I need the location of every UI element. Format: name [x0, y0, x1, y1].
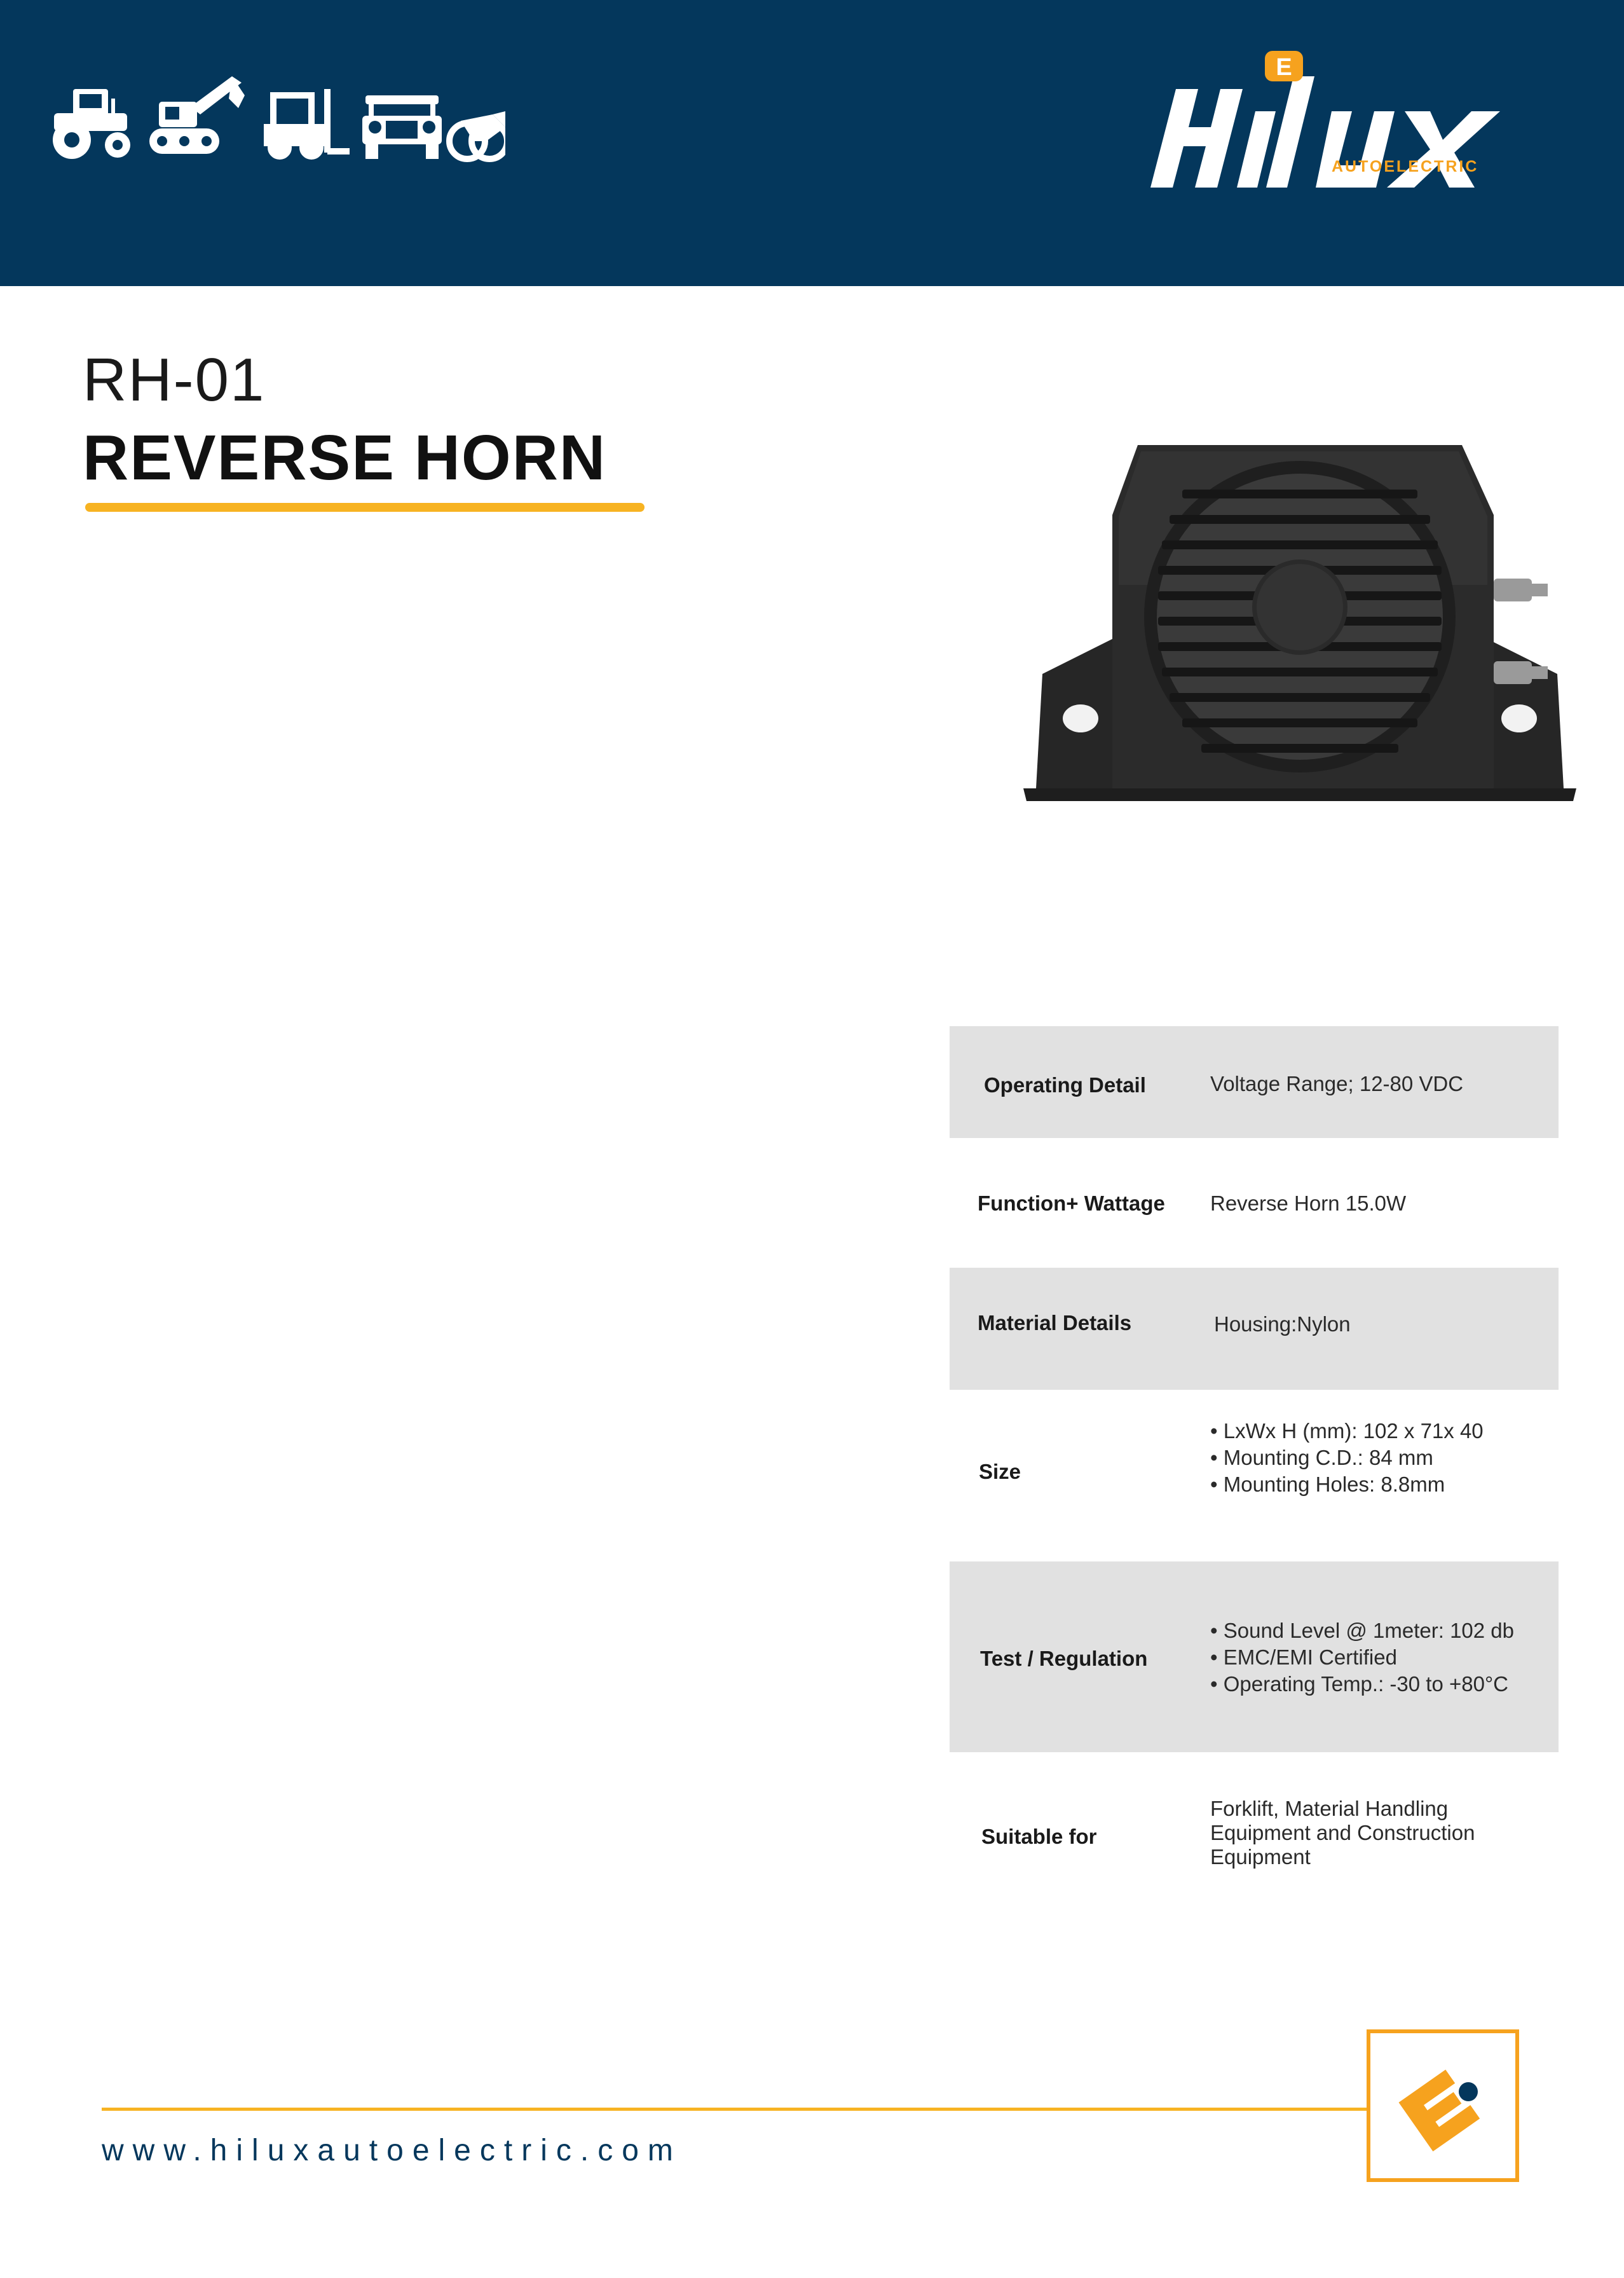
- spec-label: Suitable for: [981, 1825, 1097, 1848]
- spec-value: • Operating Temp.: -30 to +80°C: [1210, 1672, 1508, 1696]
- vehicle-icons: [48, 70, 505, 165]
- logo-subtitle: AUTOELECTRIC: [1332, 158, 1479, 175]
- spec-row-operating-detail: [950, 1026, 1559, 1138]
- footer-badge: [1367, 2029, 1519, 2182]
- spec-label: Material Details: [978, 1311, 1132, 1335]
- title-underline: [85, 503, 645, 512]
- spec-label: Operating Detail: [984, 1073, 1146, 1097]
- spec-row-function-wattage: [950, 1138, 1559, 1265]
- product-code: RH-01: [83, 346, 266, 414]
- footer-divider: [102, 2108, 1375, 2111]
- excavator-icon: [149, 76, 245, 154]
- spec-row-suitable-for: [950, 1752, 1559, 1905]
- header-banner: [0, 0, 1624, 286]
- spec-value: Reverse Horn 15.0W: [1210, 1191, 1407, 1215]
- hilux-logo: [1150, 38, 1525, 203]
- spec-value: Housing:Nylon: [1214, 1312, 1351, 1336]
- tractor-icon: [53, 89, 130, 159]
- svg-text:E: E: [1276, 54, 1292, 81]
- forklift-icon: [267, 89, 350, 156]
- spec-value: • Mounting C.D.: 84 mm: [1210, 1446, 1433, 1469]
- spec-value: • EMC/EMI Certified: [1210, 1645, 1397, 1669]
- spec-row-material-details: [950, 1268, 1559, 1390]
- spec-row-test-regulation: [950, 1561, 1559, 1752]
- spec-value: • Sound Level @ 1meter: 102 db: [1210, 1619, 1515, 1642]
- hilux-e-logo-icon: [1370, 2033, 1515, 2178]
- spec-value: Forklift, Material Handling: [1210, 1797, 1449, 1820]
- motorcycle-icon: [449, 105, 505, 159]
- spec-label: Size: [979, 1460, 1021, 1483]
- spec-value: Equipment: [1210, 1845, 1311, 1869]
- spec-value: Voltage Range; 12-80 VDC: [1210, 1072, 1464, 1095]
- spec-value: Equipment and Construction: [1210, 1821, 1475, 1844]
- spec-label: Function+ Wattage: [978, 1191, 1165, 1215]
- footer-website-link[interactable]: www.hiluxautoelectric.com: [102, 2134, 682, 2167]
- reverse-horn-product-image: [1017, 407, 1583, 814]
- spec-label: Test / Regulation: [980, 1647, 1148, 1670]
- spec-row-size: [950, 1390, 1559, 1561]
- spec-value: • LxWx H (mm): 102 x 71x 40: [1210, 1419, 1484, 1443]
- spec-value: • Mounting Holes: 8.8mm: [1210, 1472, 1445, 1496]
- jeep-icon: [362, 95, 442, 159]
- product-name: REVERSE HORN: [83, 422, 607, 493]
